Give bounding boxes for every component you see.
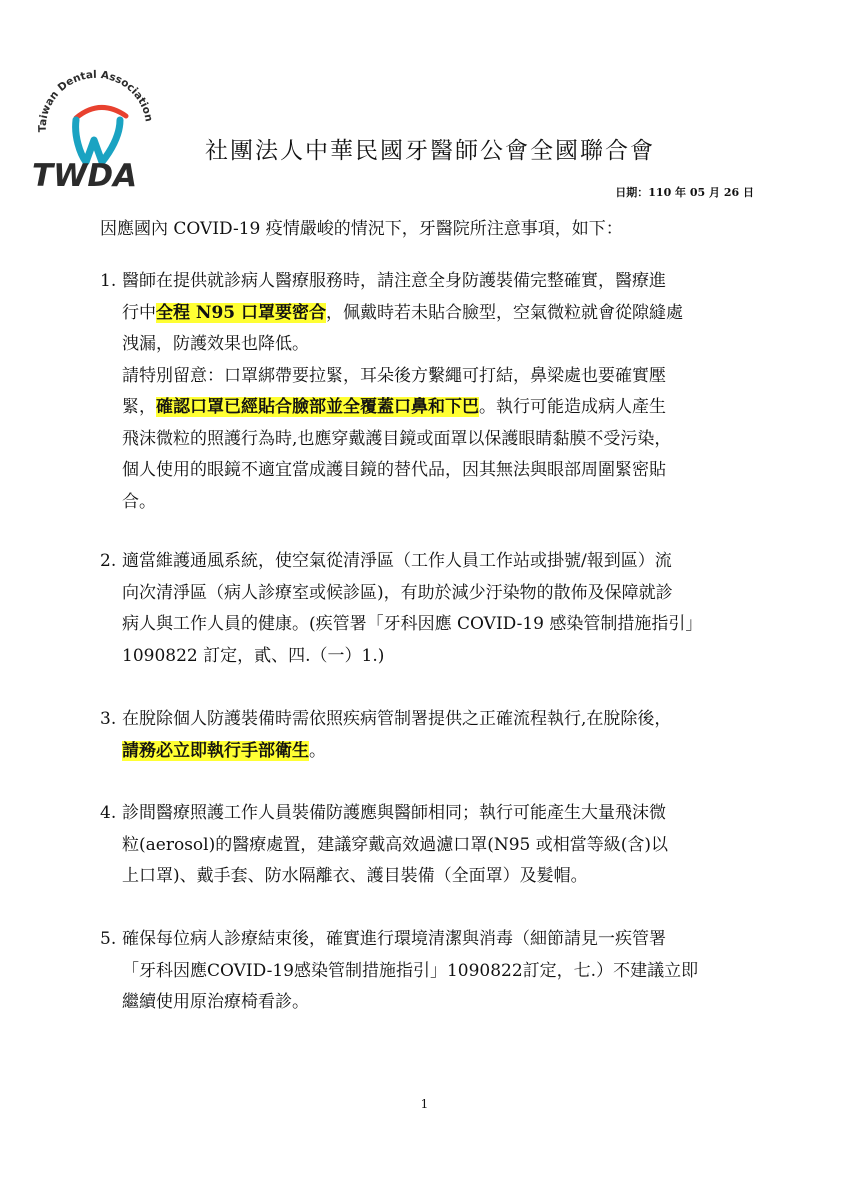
org-title: 社團法人中華民國牙醫師公會全國聯合會 <box>205 138 655 164</box>
intro-paragraph: 因應國內 COVID-19 疫情嚴峻的情況下，牙醫院所注意事項，如下： <box>100 219 623 239</box>
item-text: 飛沫微粒的照護行為時,也應穿戴護目鏡或面罩以保護眼睛黏膜不受污染， <box>122 428 672 449</box>
item-text: 向次清淨區（病人診療室或候診區)，有助於減少汙染物的散佈及保障就診 <box>122 582 673 603</box>
item-text: 「牙科因應COVID-19感染管制措施指引」1090822訂定，七.）不建議立即 <box>122 960 699 981</box>
item-text: 病人與工作人員的健康。(疾管署「牙科因應 COVID-19 感染管制措施指引」 <box>122 614 703 634</box>
notice-item-1 <box>100 266 780 518</box>
page-number: 1 <box>420 1097 429 1111</box>
item-text: 醫師在提供就診病人醫療服務時，請注意全身防護裝備完整確實，醫療進 <box>122 271 666 291</box>
item-text: 確保每位病人診療結束後，確實進行環境清潔與消毒（細節請見一疾管署 <box>122 929 666 949</box>
item-text: 個人使用的眼鏡不適宜當成護目鏡的替代品，因其無法與眼部周圍緊密貼 <box>122 460 666 480</box>
notice-item-5 <box>100 924 780 1019</box>
highlight-mask-fit: 確認口罩已經貼合臉部並全覆蓋口鼻和下巴 <box>156 397 479 417</box>
item-number: 2. <box>100 551 117 571</box>
item-text: 請特別留意：口罩綁帶要拉緊，耳朵後方繫繩可打結，鼻梁處也要確實壓 <box>122 365 666 386</box>
item-text: 洩漏，防護效果也降低。 <box>122 334 309 354</box>
item-number: 5. <box>100 929 117 949</box>
item-text: 粒(aerosol)的醫療處置，建議穿戴高效過濾口罩(N95 或相當等級(含)以 <box>122 834 669 855</box>
item-text: ，佩戴時若未貼合臉型，空氣微粒就會從隙縫處 <box>326 302 684 323</box>
item-text: 。 <box>309 740 326 761</box>
document-date: 日期：110 年 05 月 26 日 <box>615 186 754 199</box>
item-text: 合。 <box>122 491 156 512</box>
item-number: 3. <box>100 709 117 729</box>
logo-arc-text: Taiwan Dental Association <box>36 68 155 133</box>
item-text: 。執行可能造成病人產生 <box>479 397 666 417</box>
item-text: 診間醫療照護工作人員裝備防護應與醫師相同；執行可能產生大量飛沫微 <box>122 803 666 823</box>
item-text: 緊， <box>122 397 156 417</box>
notice-item-3 <box>100 704 780 767</box>
highlight-n95: 全程 N95 口罩要密合 <box>156 302 327 323</box>
item-text: 適當維護通風系統，使空氣從清淨區（工作人員工作站或掛號/報到區）流 <box>122 551 672 571</box>
item-text: 在脫除個人防護裝備時需依照疾病管制署提供之正確流程執行,在脫除後， <box>122 709 672 729</box>
notice-item-2 <box>100 546 780 672</box>
item-text: 1090822 訂定，貳、四.（一）1.) <box>122 645 385 666</box>
twda-logo <box>28 62 168 192</box>
svg-text:Taiwan Dental Association <box>37 69 155 132</box>
logo-wordmark: TWDA <box>32 158 138 192</box>
notice-item-4 <box>100 798 780 893</box>
item-text: 繼續使用原治療椅看診。 <box>122 992 309 1012</box>
logo-graphic <box>28 62 168 192</box>
item-text: 行中 <box>122 302 156 323</box>
item-text: 上口罩)、戴手套、防水隔離衣、護目裝備（全面罩）及髮帽。 <box>122 866 588 886</box>
item-number: 1. <box>100 271 117 291</box>
highlight-hand-hygiene: 請務必立即執行手部衛生 <box>122 740 309 761</box>
item-number: 4. <box>100 803 117 823</box>
